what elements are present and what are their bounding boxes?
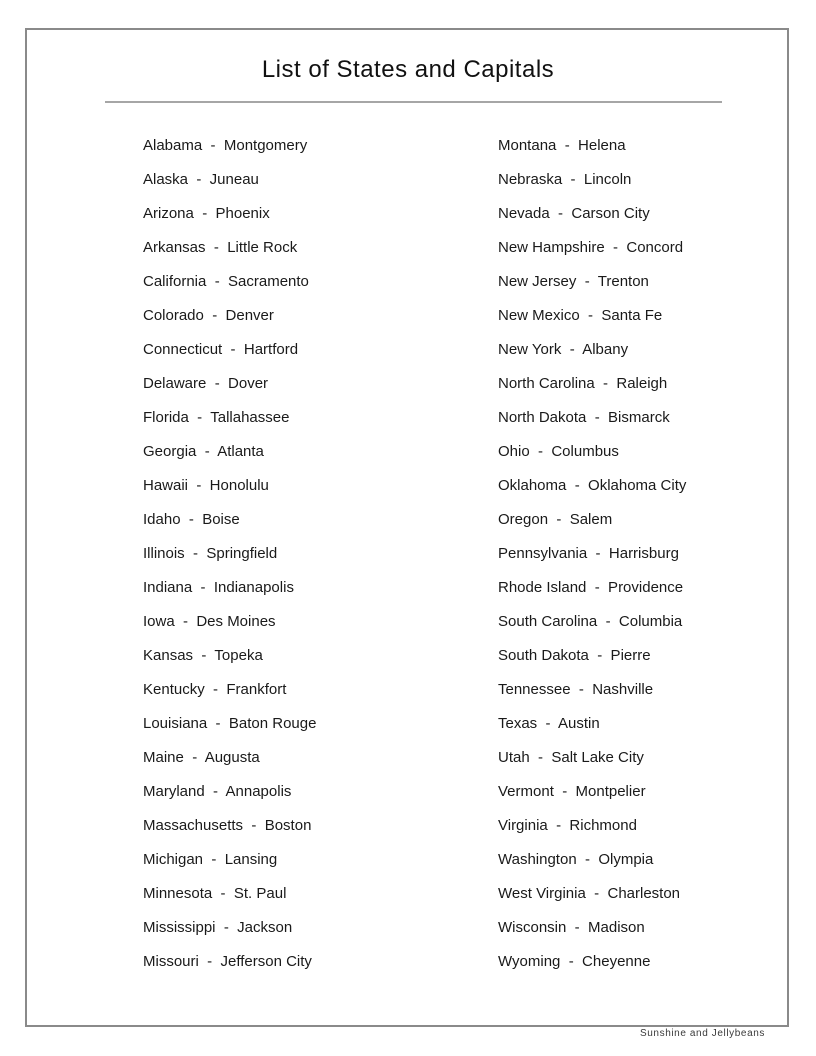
state-capital-item: Mississippi - Jackson: [143, 919, 293, 936]
state-capital-item: Rhode Island - Providence: [498, 579, 684, 596]
state-capital-item: Kansas - Topeka: [143, 647, 263, 664]
state-capital-item: Texas - Austin: [498, 715, 600, 732]
state-capital-item: Alabama - Montgomery: [143, 137, 308, 154]
page-title: List of States and Capitals: [261, 56, 555, 83]
state-capital-item: New York - Albany: [498, 341, 629, 358]
state-capital-item: Wyoming - Cheyenne: [498, 953, 651, 970]
state-capital-item: Hawaii - Honolulu: [143, 477, 269, 494]
state-capital-item: Missouri - Jefferson City: [143, 953, 312, 970]
state-capital-item: South Dakota - Pierre: [498, 647, 651, 664]
state-capital-item: Connecticut - Hartford: [143, 341, 299, 358]
state-capital-item: Idaho - Boise: [143, 511, 240, 528]
state-capital-item: Michigan - Lansing: [143, 851, 278, 868]
state-capital-item: Oregon - Salem: [498, 511, 613, 528]
state-capital-item: Oklahoma - Oklahoma City: [498, 477, 687, 494]
state-capital-item: Arkansas - Little Rock: [143, 239, 298, 256]
states-capitals-list: [143, 129, 798, 979]
state-capital-item: Louisiana - Baton Rouge: [143, 715, 317, 732]
state-capital-item: Indiana - Indianapolis: [143, 579, 294, 596]
state-capital-item: Nebraska - Lincoln: [498, 171, 632, 188]
state-capital-item: New Jersey - Trenton: [498, 273, 649, 290]
state-capital-item: Vermont - Montpelier: [498, 783, 646, 800]
state-capital-item: Nevada - Carson City: [498, 205, 650, 222]
state-capital-item: Illinois - Springfield: [143, 545, 278, 562]
state-capital-item: Iowa - Des Moines: [143, 613, 276, 630]
state-capital-item: Pennsylvania - Harrisburg: [498, 545, 679, 562]
state-capital-item: Alaska - Juneau: [143, 171, 259, 188]
state-capital-item: Massachusetts - Boston: [143, 817, 312, 834]
state-capital-item: Montana - Helena: [498, 137, 626, 154]
state-capital-item: Arizona - Phoenix: [143, 205, 270, 222]
state-capital-item: Minnesota - St. Paul: [143, 885, 287, 902]
state-capital-item: Maryland - Annapolis: [143, 783, 292, 800]
state-capital-item: North Dakota - Bismarck: [498, 409, 670, 426]
states-column-left: [143, 129, 498, 979]
state-capital-item: Florida - Tallahassee: [143, 409, 290, 426]
state-capital-item: Wisconsin - Madison: [498, 919, 645, 936]
state-capital-item: South Carolina - Columbia: [498, 613, 683, 630]
states-column-right: [498, 129, 798, 979]
state-capital-item: California - Sacramento: [143, 273, 309, 290]
state-capital-item: Tennessee - Nashville: [498, 681, 654, 698]
state-capital-item: Utah - Salt Lake City: [498, 749, 644, 766]
state-capital-item: New Hampshire - Concord: [498, 239, 684, 256]
footer-credit: Sunshine and Jellybeans: [640, 1028, 765, 1039]
title-divider: [105, 101, 722, 103]
state-capital-item: Georgia - Atlanta: [143, 443, 264, 460]
state-capital-item: New Mexico - Santa Fe: [498, 307, 663, 324]
state-capital-item: Virginia - Richmond: [498, 817, 637, 834]
state-capital-item: West Virginia - Charleston: [498, 885, 681, 902]
state-capital-item: Washington - Olympia: [498, 851, 654, 868]
state-capital-item: Colorado - Denver: [143, 307, 274, 324]
state-capital-item: Ohio - Columbus: [498, 443, 619, 460]
state-capital-item: North Carolina - Raleigh: [498, 375, 668, 392]
state-capital-item: Maine - Augusta: [143, 749, 260, 766]
state-capital-item: Delaware - Dover: [143, 375, 269, 392]
state-capital-item: Kentucky - Frankfort: [143, 681, 287, 698]
